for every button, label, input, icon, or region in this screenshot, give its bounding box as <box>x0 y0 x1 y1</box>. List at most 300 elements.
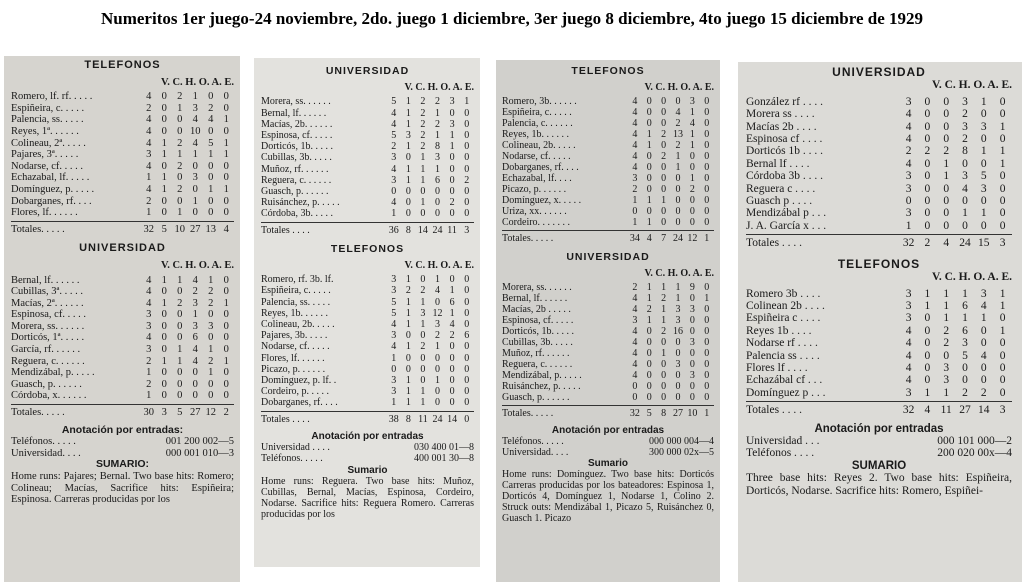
stat-value: 0 <box>208 160 214 172</box>
player-row <box>261 330 474 341</box>
stat-value: 2 <box>943 324 950 337</box>
player-stats <box>141 172 234 184</box>
stat-value: 1 <box>161 137 167 149</box>
stat-value: 3 <box>435 319 441 331</box>
total-value: 8 <box>405 224 411 236</box>
player-name: Bernal, lf. . . . . . <box>502 293 568 304</box>
stat-value: 0 <box>223 160 229 172</box>
totals-row <box>502 405 714 419</box>
player-name: Morera, ss. . . . . . <box>261 96 331 108</box>
stat-value: 0 <box>449 274 455 286</box>
total-value: 4 <box>223 223 229 235</box>
player-stats <box>386 96 474 107</box>
stat-value: 2 <box>420 96 426 108</box>
stat-value: 0 <box>675 96 681 107</box>
player-name: García, rf. . . . . . <box>11 344 81 356</box>
stat-value: 0 <box>924 108 931 121</box>
totals-row <box>261 222 474 236</box>
stat-value: 1 <box>943 157 950 170</box>
player-name: Macías, 2b. . . . . . <box>261 118 333 130</box>
stat-value: 0 <box>704 96 710 107</box>
stat-value: 0 <box>391 186 397 198</box>
stat-value: 3 <box>449 96 455 108</box>
stat-value: 0 <box>161 286 167 298</box>
player-name: Cordeiro, p. . . . . <box>261 386 330 398</box>
stat-value: 2 <box>464 174 470 186</box>
player-name: Romero, rf. 3b. lf. <box>261 274 334 286</box>
player-stats <box>141 103 234 115</box>
player-name: Colineau, 2b. . . . . <box>261 319 335 331</box>
total-value: 10 <box>174 223 185 235</box>
stat-value: 4 <box>632 96 638 107</box>
player-name: Uriza, xx. . . . . . <box>502 206 567 217</box>
stat-value: 2 <box>420 141 426 153</box>
inning-team: Universidad. . . . <box>11 447 81 459</box>
player-row <box>261 285 474 296</box>
player-stats <box>141 390 234 402</box>
stat-value: 3 <box>632 173 638 184</box>
stat-value: 1 <box>924 299 931 312</box>
player-row <box>502 162 714 173</box>
stat-value: 1 <box>391 397 397 409</box>
stat-value: 0 <box>223 91 229 103</box>
stat-value: 0 <box>464 341 470 353</box>
stat-value: 1 <box>420 174 426 186</box>
stat-value: 1 <box>177 344 183 356</box>
stat-value: 2 <box>177 91 183 103</box>
summary-title: SUMARIO: <box>95 458 150 471</box>
player-stats <box>899 325 1012 337</box>
stat-value: 0 <box>661 206 667 217</box>
stat-column-header: V. C. H. O. A. E. <box>644 268 714 279</box>
stat-value: 1 <box>689 107 695 118</box>
player-stats <box>141 332 234 344</box>
stat-value: 4 <box>391 341 397 353</box>
stat-value: 3 <box>391 386 397 398</box>
player-name: Espinosa, cf. . . . . <box>11 309 86 321</box>
stat-value: 0 <box>675 392 681 403</box>
player-name: Ruisánchez, p. . . . . <box>261 197 340 209</box>
player-row <box>261 386 474 397</box>
stat-column-header: V. C. H. O. A. E. <box>932 79 1012 92</box>
stat-value: 0 <box>661 140 667 151</box>
stat-value: 0 <box>464 141 470 153</box>
stat-value: 1 <box>661 315 667 326</box>
player-stats <box>899 387 1012 399</box>
player-stats <box>628 184 714 195</box>
stat-value: 0 <box>435 208 441 220</box>
stat-value: 4 <box>208 114 214 126</box>
stat-value: 4 <box>632 107 638 118</box>
player-name: Echazabal, lf. . . . <box>502 173 572 184</box>
stat-value: 0 <box>943 195 950 208</box>
stat-value: 0 <box>405 186 411 198</box>
stat-value: 3 <box>905 170 912 183</box>
stat-value: 0 <box>223 367 229 379</box>
stat-value: 0 <box>223 195 229 207</box>
total-value: 32 <box>902 237 915 250</box>
stat-value: 1 <box>161 274 167 286</box>
stat-value: 0 <box>689 315 695 326</box>
stat-value: 0 <box>223 207 229 219</box>
stat-value: 0 <box>704 337 710 348</box>
stat-value: 0 <box>161 195 167 207</box>
stat-value: 2 <box>646 304 652 315</box>
stat-value: 0 <box>924 120 931 133</box>
player-row <box>502 184 714 195</box>
stat-value: 4 <box>632 293 638 304</box>
stat-value: 0 <box>661 217 667 228</box>
stat-value: 0 <box>646 326 652 337</box>
stat-value: 0 <box>646 96 652 107</box>
player-stats <box>899 362 1012 374</box>
player-row <box>746 195 1012 207</box>
player-name: Flores, lf. . . . . . <box>261 352 325 364</box>
total-value: 27 <box>673 408 684 419</box>
stat-value: 0 <box>675 184 681 195</box>
total-value: 5 <box>646 408 652 419</box>
total-value: 14 <box>447 413 458 425</box>
stat-value: 4 <box>905 361 912 374</box>
stat-value: 1 <box>661 195 667 206</box>
player-name: Dorticós, 1b. . . . . <box>502 326 574 337</box>
stat-value: 3 <box>675 315 681 326</box>
stat-value: 0 <box>943 133 950 146</box>
stat-value: 0 <box>924 219 931 232</box>
stat-value: 4 <box>391 107 397 119</box>
stat-value: 1 <box>449 285 455 297</box>
player-row <box>502 140 714 151</box>
player-stats <box>141 196 234 208</box>
stat-value: 0 <box>208 195 214 207</box>
total-value: 7 <box>661 233 667 244</box>
stat-value: 1 <box>675 151 681 162</box>
player-row <box>11 309 234 321</box>
player-row <box>746 387 1012 399</box>
player-name: Espinosa cf . . . . <box>746 133 823 146</box>
stat-value: 3 <box>632 315 638 326</box>
player-stats <box>386 141 474 152</box>
player-row <box>261 108 474 119</box>
stat-value: 4 <box>905 157 912 170</box>
stat-value: 0 <box>464 186 470 198</box>
totals-label: Totales. . . . . <box>502 408 554 419</box>
stat-value: 1 <box>646 129 652 140</box>
stat-value: 0 <box>449 163 455 175</box>
inning-score: 300 000 02x—5 <box>649 447 714 458</box>
stat-value: 2 <box>449 330 455 342</box>
totals-label: Totales . . . . <box>261 413 310 425</box>
stat-value: 1 <box>391 352 397 364</box>
inning-score: 000 000 004—4 <box>649 436 714 447</box>
player-stats <box>628 392 714 403</box>
player-name: Muñoz, rf. . . . . . <box>261 163 329 175</box>
stat-value: 0 <box>704 140 710 151</box>
stat-value: 0 <box>924 95 931 108</box>
player-row <box>502 326 714 337</box>
stat-value: 4 <box>146 125 152 137</box>
stat-value: 0 <box>661 184 667 195</box>
player-row <box>11 286 234 298</box>
stat-value: 0 <box>924 133 931 146</box>
stat-value: 1 <box>999 324 1006 337</box>
stat-value: 4 <box>905 324 912 337</box>
stat-value: 2 <box>962 386 968 399</box>
player-row <box>746 362 1012 374</box>
stat-value: 4 <box>632 359 638 370</box>
player-name: Palencia ss . . . . <box>746 349 820 362</box>
stat-value: 4 <box>905 374 912 387</box>
player-row <box>261 397 474 408</box>
stat-value: 1 <box>943 170 950 183</box>
stat-value: 3 <box>905 95 912 108</box>
stat-value: 0 <box>704 151 710 162</box>
stat-value: 0 <box>420 375 426 387</box>
player-name: Espiñeira, c. . . . . <box>11 102 85 114</box>
player-name: Palencia, c. . . . . . <box>502 118 573 129</box>
stat-column-header: V. C. H. O. A. E. <box>160 259 234 271</box>
stat-value: 1 <box>999 157 1006 170</box>
player-stats <box>141 126 234 138</box>
stat-value: 0 <box>704 217 710 228</box>
player-row <box>11 91 234 103</box>
stat-value: 3 <box>943 361 950 374</box>
player-name: Morera, ss. . . . . . <box>11 320 85 332</box>
stat-value: 0 <box>962 157 968 170</box>
totals-row <box>746 401 1012 416</box>
stat-value: 1 <box>405 274 411 286</box>
player-name: Espiñeira c . . . . <box>746 312 821 325</box>
stat-value: 0 <box>177 390 183 402</box>
totals-row <box>746 234 1012 249</box>
inning-score-title: Anotación por entradas: <box>61 423 184 436</box>
stat-value: 0 <box>704 381 710 392</box>
stat-value: 4 <box>632 337 638 348</box>
stat-value: 0 <box>646 118 652 129</box>
stat-value: 2 <box>980 386 987 399</box>
totals-row <box>11 404 234 419</box>
stat-value: 4 <box>146 297 152 309</box>
stat-value: 1 <box>420 319 426 331</box>
player-name: Mendizábal p . . . <box>746 207 827 220</box>
player-stats <box>386 152 474 163</box>
player-row <box>261 208 474 219</box>
player-row <box>502 107 714 118</box>
stat-value: 3 <box>980 287 987 300</box>
stat-value: 0 <box>464 130 470 142</box>
totals-label: Totales . . . . <box>746 404 803 417</box>
stat-value: 0 <box>420 330 426 342</box>
inning-team: Teléfonos . . . . <box>746 447 815 460</box>
player-stats <box>386 319 474 330</box>
stat-value: 0 <box>435 397 441 409</box>
player-name: Nodarse, cf. . . . . <box>261 341 330 353</box>
stat-value: 1 <box>980 95 987 108</box>
stat-value: 1 <box>980 312 987 325</box>
player-stats <box>628 118 714 129</box>
player-name: Cordeiro. . . . . . . <box>502 217 571 228</box>
stat-value: 1 <box>632 195 638 206</box>
player-name: Flores, lf. . . . . . <box>11 207 78 219</box>
stat-value: 1 <box>223 149 229 161</box>
stat-value: 1 <box>405 341 411 353</box>
player-name: Palencia, ss. . . . . <box>261 296 331 308</box>
player-name: Dorticós, 1ª. . . . . <box>11 332 85 344</box>
stat-value: 2 <box>177 160 183 172</box>
stat-value: 0 <box>689 348 695 359</box>
stat-value: 1 <box>962 207 968 220</box>
stat-value: 0 <box>208 125 214 137</box>
player-stats <box>899 108 1012 120</box>
stat-value: 3 <box>905 312 912 325</box>
player-name: Morera, ss. . . . . . <box>502 282 572 293</box>
stat-value: 0 <box>449 186 455 198</box>
player-name: Dobarganes, rf. . . . <box>502 162 579 173</box>
player-name: Dobarganes, rf. . . . <box>261 397 338 409</box>
stat-value: 2 <box>449 197 455 209</box>
player-row <box>746 121 1012 133</box>
stat-value: 1 <box>177 149 183 161</box>
stat-value: 3 <box>192 320 198 332</box>
stat-value: 0 <box>999 312 1006 325</box>
player-name: Córdoba, x. . . . . . <box>11 390 87 402</box>
stat-value: 2 <box>924 145 931 158</box>
stat-value: 0 <box>962 195 968 208</box>
player-stats <box>386 375 474 386</box>
stat-value: 6 <box>449 296 455 308</box>
player-name: Macías, 2ª. . . . . . <box>11 297 84 309</box>
player-name: Bernal, lf. . . . . . <box>11 274 80 286</box>
stat-value: 0 <box>689 162 695 173</box>
stat-value: 0 <box>223 332 229 344</box>
stat-value: 5 <box>980 170 987 183</box>
player-stats <box>628 162 714 173</box>
stat-value: 0 <box>704 118 710 129</box>
stat-value: 4 <box>146 332 152 344</box>
stat-value: 2 <box>146 102 152 114</box>
player-name: Guasch p . . . . <box>746 195 813 208</box>
stat-value: 1 <box>223 137 229 149</box>
box-score-top <box>261 66 474 236</box>
stat-value: 0 <box>689 195 695 206</box>
total-value: 24 <box>959 237 971 250</box>
stat-value: 0 <box>999 361 1006 374</box>
stat-value: 0 <box>689 392 695 403</box>
stat-value: 0 <box>646 359 652 370</box>
team-name: UNIVERSIDAD <box>325 65 410 77</box>
player-stats <box>386 353 474 364</box>
stat-value: 2 <box>632 282 638 293</box>
stat-value: 0 <box>449 352 455 364</box>
stat-value: 0 <box>420 352 426 364</box>
stat-value: 2 <box>177 183 183 195</box>
stat-value: 0 <box>177 332 183 344</box>
total-value: 24 <box>432 224 443 236</box>
total-value: 2 <box>223 407 229 419</box>
stat-value: 1 <box>405 397 411 409</box>
stat-value: 1 <box>435 341 441 353</box>
total-value: 36 <box>388 224 399 236</box>
inning-score-line <box>502 436 714 447</box>
player-name: Guasch, p. . . . . . <box>502 392 570 403</box>
stat-value: 1 <box>405 375 411 387</box>
stat-value: 0 <box>704 195 710 206</box>
player-name: Guasch, p. . . . . . <box>11 378 82 390</box>
stat-value: 1 <box>420 296 426 308</box>
stat-value: 0 <box>405 363 411 375</box>
stat-value: 0 <box>646 370 652 381</box>
stat-value: 6 <box>435 174 441 186</box>
stat-value: 0 <box>675 173 681 184</box>
total-value: 32 <box>629 408 640 419</box>
player-row <box>746 133 1012 145</box>
stat-value: 0 <box>177 367 183 379</box>
player-stats <box>628 293 714 304</box>
stat-value: 10 <box>190 125 201 137</box>
player-row <box>11 103 234 115</box>
stat-value: 2 <box>943 337 950 350</box>
stat-value: 0 <box>208 207 214 219</box>
player-stats <box>386 308 474 319</box>
player-name: J. A. García x . . . <box>746 219 827 232</box>
stat-column-header: V. C. H. O. A. E. <box>160 76 234 88</box>
total-value: 10 <box>687 408 698 419</box>
box-score-bottom <box>261 244 474 425</box>
stat-value: 0 <box>177 195 183 207</box>
player-row <box>502 217 714 228</box>
stat-value: 0 <box>661 118 667 129</box>
totals-stats <box>141 407 234 419</box>
stat-value: 0 <box>661 370 667 381</box>
stat-value: 1 <box>405 107 411 119</box>
player-stats <box>141 309 234 321</box>
player-row <box>502 151 714 162</box>
player-name: Guasch, p. . . . . . <box>261 186 329 198</box>
player-stats <box>141 275 234 287</box>
player-stats <box>386 108 474 119</box>
player-row <box>746 207 1012 219</box>
stat-value: 0 <box>646 162 652 173</box>
stat-value: 1 <box>435 163 441 175</box>
player-stats <box>141 321 234 333</box>
stat-value: 0 <box>704 348 710 359</box>
player-row <box>502 392 714 403</box>
stat-value: 2 <box>192 286 198 298</box>
stat-value: 0 <box>208 390 214 402</box>
stat-value: 4 <box>689 118 695 129</box>
stat-value: 4 <box>632 326 638 337</box>
stat-value: 1 <box>632 217 638 228</box>
stat-value: 0 <box>661 107 667 118</box>
stat-value: 0 <box>704 129 710 140</box>
stat-value: 1 <box>161 355 167 367</box>
total-value: 14 <box>978 404 990 417</box>
stat-value: 0 <box>704 304 710 315</box>
stat-value: 1 <box>435 107 441 119</box>
player-name: Colineau, 2b. . . . . <box>502 140 576 151</box>
stat-value: 1 <box>146 390 152 402</box>
player-row <box>11 196 234 208</box>
stat-value: 0 <box>675 206 681 217</box>
box-score-bottom <box>502 252 714 419</box>
stat-value: 0 <box>675 337 681 348</box>
player-stats <box>386 330 474 341</box>
player-row <box>11 172 234 184</box>
stat-value: 0 <box>689 326 695 337</box>
stat-value: 0 <box>632 206 638 217</box>
stat-column-header: V. C. H. O. A. E. <box>404 260 474 272</box>
stat-value: 1 <box>177 207 183 219</box>
